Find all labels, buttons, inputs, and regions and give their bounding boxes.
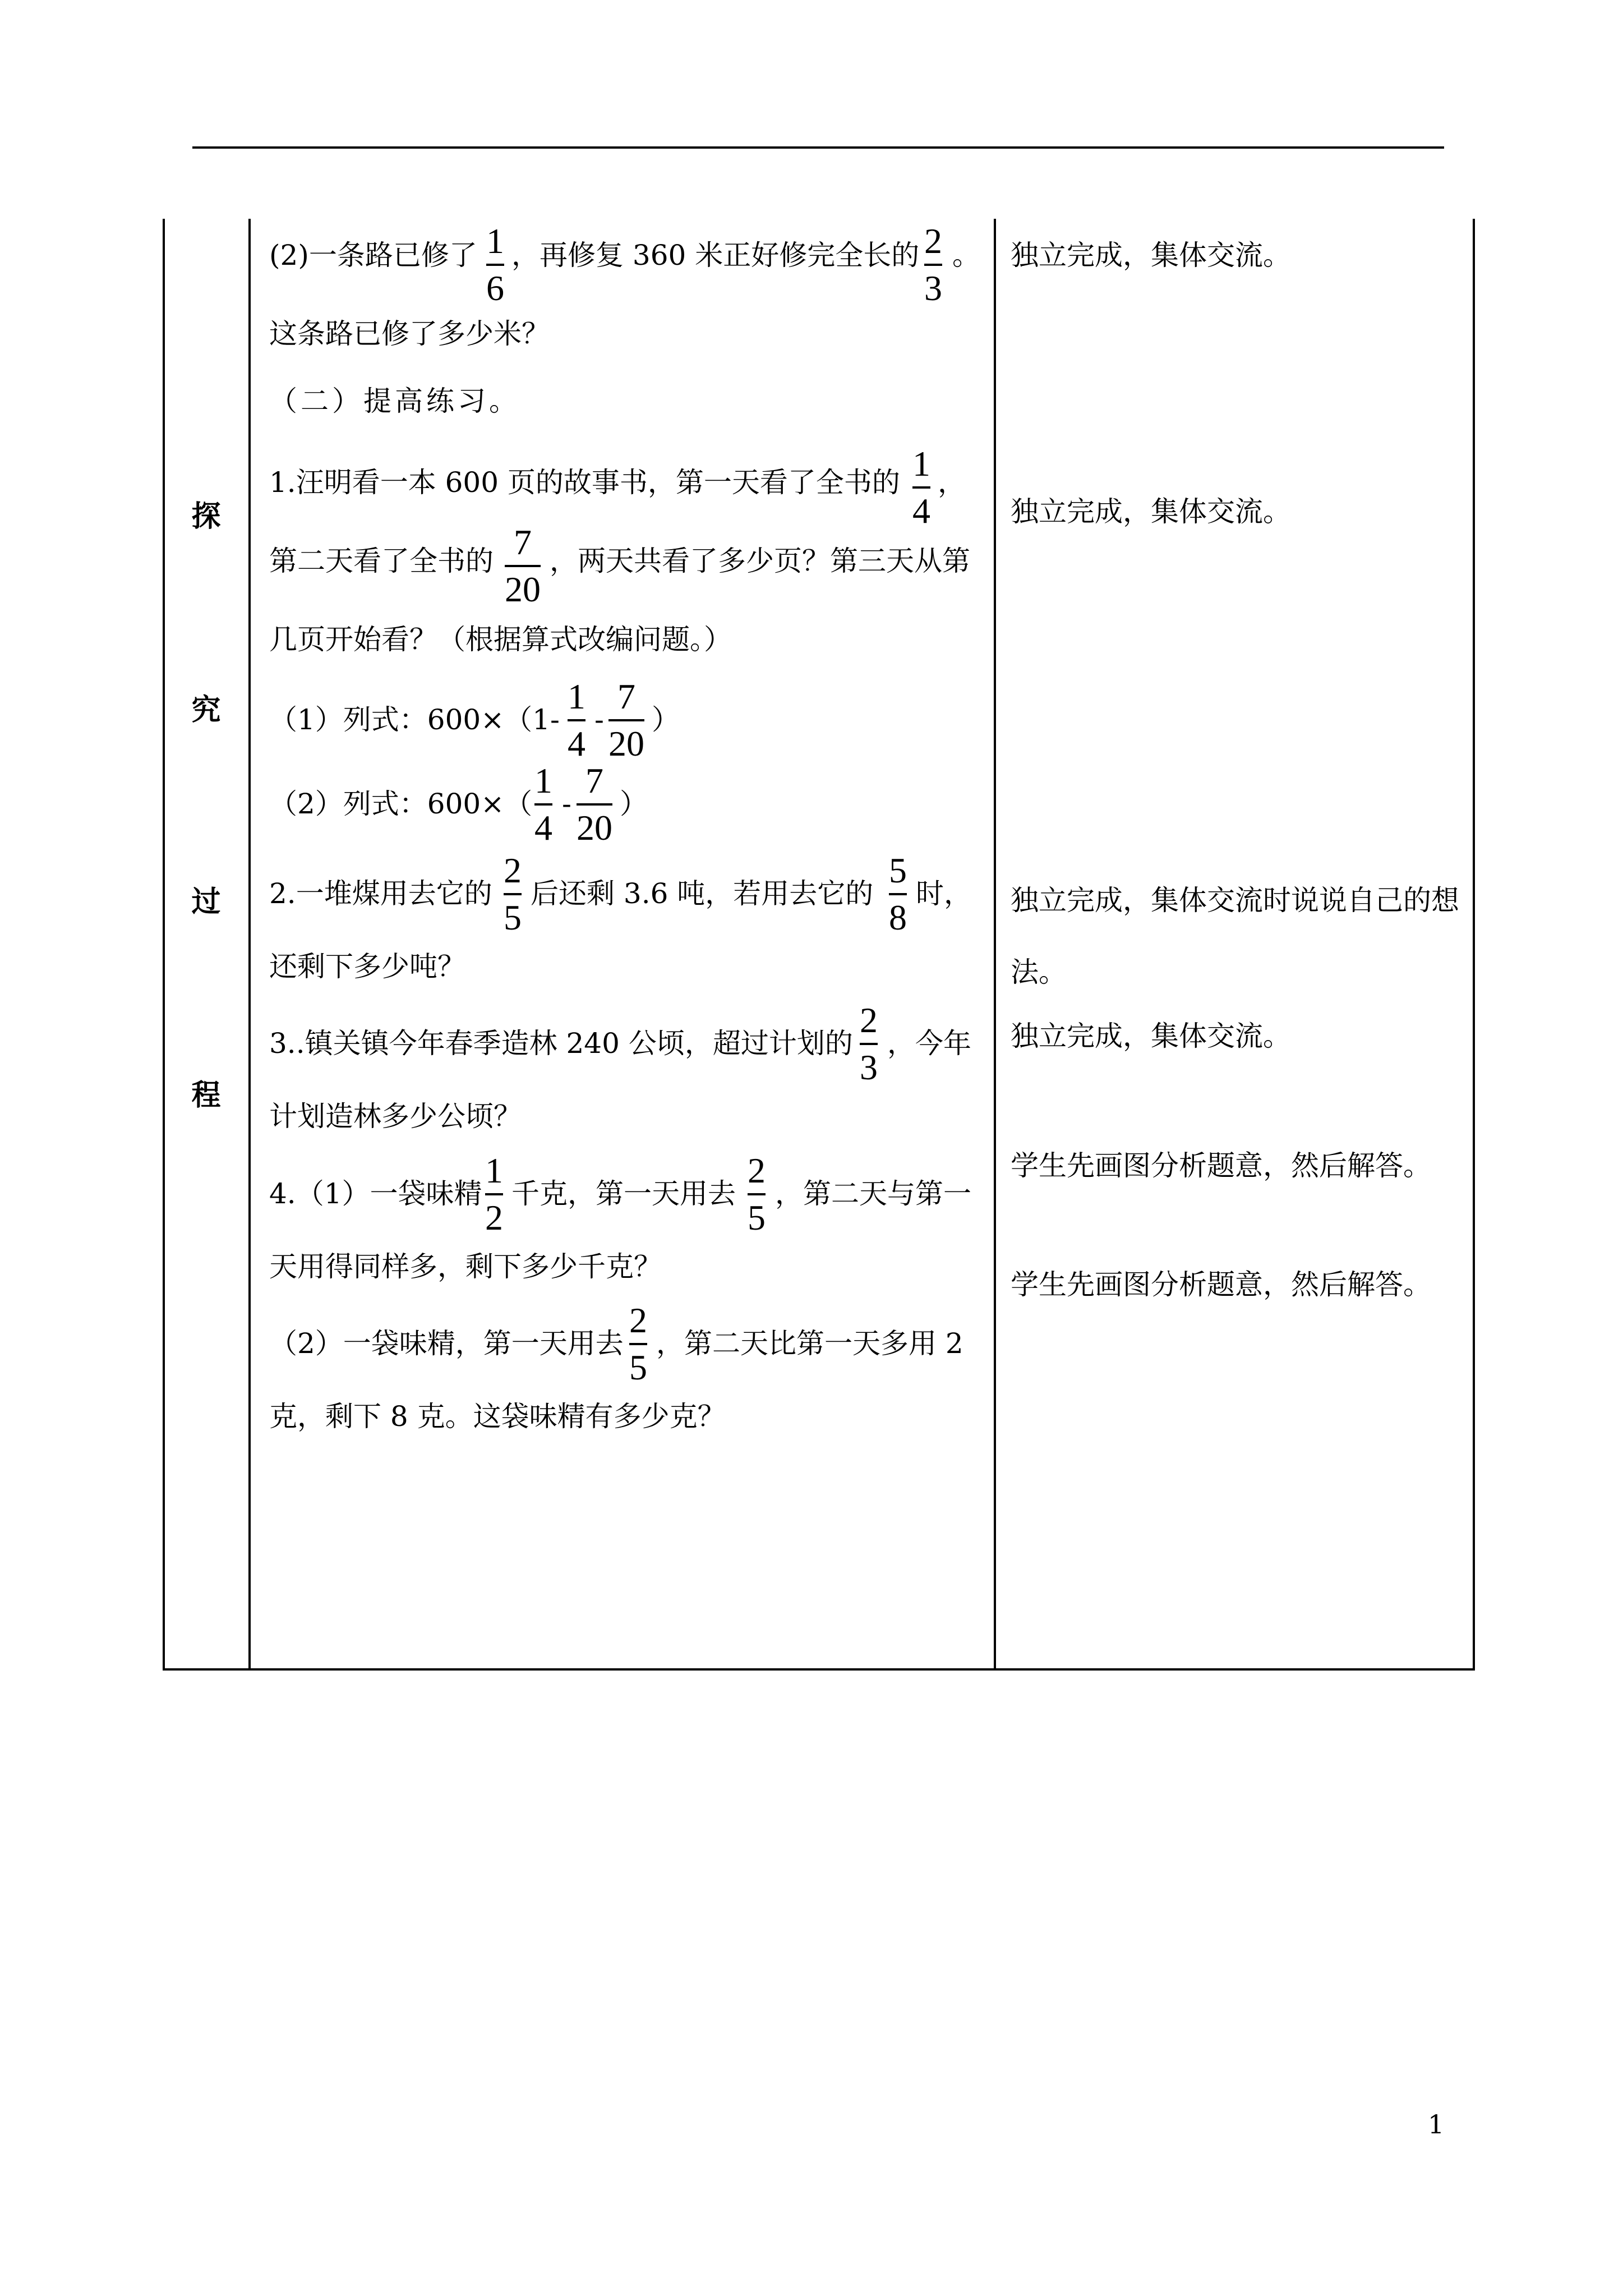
fraction-2-3: 2 3 [924,221,942,308]
text: ） [620,788,648,820]
teaching-note: 独立完成，集体交流。 [1011,1020,1291,1052]
fraction-1-4: 1 4 [534,761,552,848]
page-number: 1 [1428,2109,1445,2139]
fraction-1-2: 1 2 [485,1151,503,1237]
text: 时， [916,877,972,910]
text: 2.一堆煤用去它的 [269,877,492,910]
phase-char-2: 究 [191,693,221,727]
fraction-2-5: 2 5 [504,850,522,937]
text: 计划造林多少公顷？ [269,1100,522,1133]
phase-char-4: 程 [191,1078,221,1112]
text: 克，剩下 8 克。这袋味精有多少克？ [269,1400,726,1433]
fraction-7-20: 7 20 [577,761,612,848]
text: ，两天共看了多少页？第三天从第 [550,545,970,577]
teaching-note: 独立完成，集体交流。 [1011,239,1291,272]
lesson-table [163,219,1475,1671]
text: ，再修复 360 米正好修完全长的 [511,239,920,272]
column-divider-2 [994,219,996,1671]
teaching-note: 法。 [1011,956,1067,988]
text: ，今年 [887,1027,971,1060]
text: ） [652,703,680,736]
text: 后还剩 3.6 吨，若用去它的 [531,877,874,910]
table-border-left [163,219,165,1671]
text: 千克，第一天用去 [511,1177,736,1210]
fraction-7-20: 7 20 [505,522,541,609]
teaching-note: 独立完成，集体交流时说说自己的想 [1011,884,1459,917]
text: ，第二天与第一 [775,1177,971,1210]
fraction-1-4: 1 4 [912,444,930,531]
text: 天用得同样多，剩下多少千克？ [269,1250,662,1283]
fraction-1-4: 1 4 [568,677,585,763]
table-border-bottom [163,1668,1475,1671]
table-border-right [1473,219,1475,1671]
text: - [594,703,604,736]
fraction-2-3: 2 3 [860,1000,878,1087]
phase-char-3: 过 [191,885,221,919]
fraction-5-8: 5 8 [889,850,907,937]
text: 4.（1）一袋味精 [269,1177,482,1210]
teaching-note: 学生先画图分析题意，然后解答。 [1011,1268,1431,1301]
fraction-2-5: 2 5 [629,1300,647,1387]
text: 这条路已修了多少米？ [269,318,550,350]
fraction-1-6: 1 6 [486,221,504,308]
section-heading: （二）提高练习。 [269,385,520,417]
teaching-note: 独立完成，集体交流。 [1011,495,1291,528]
text: （1）列式：600×（1- [269,703,560,736]
phase-char-1: 探 [191,499,221,533]
fraction-2-5: 2 5 [748,1151,766,1237]
text: 第二天看了全书的 [269,545,494,577]
column-divider-1 [248,219,251,1671]
text: - [562,788,571,820]
text: 。 [952,239,980,272]
text: (2)一条路已修了 [269,239,477,272]
text: ， [938,466,966,499]
text: 还剩下多少吨？ [269,950,465,983]
text: （2）一袋味精，第一天用去 [269,1327,624,1360]
header-rule [192,146,1444,149]
text: （2）列式：600×（ [269,788,533,820]
teaching-note: 学生先画图分析题意，然后解答。 [1011,1149,1431,1182]
text: 几页开始看？（根据算式改编问题。） [269,623,732,656]
text: 3..镇关镇今年春季造林 240 公顷，超过计划的 [269,1027,853,1060]
text: 1.汪明看一本 600 页的故事书，第一天看了全书的 [269,466,900,499]
fraction-7-20: 7 20 [608,677,644,763]
text: ，第二天比第一天多用 2 [656,1327,963,1360]
